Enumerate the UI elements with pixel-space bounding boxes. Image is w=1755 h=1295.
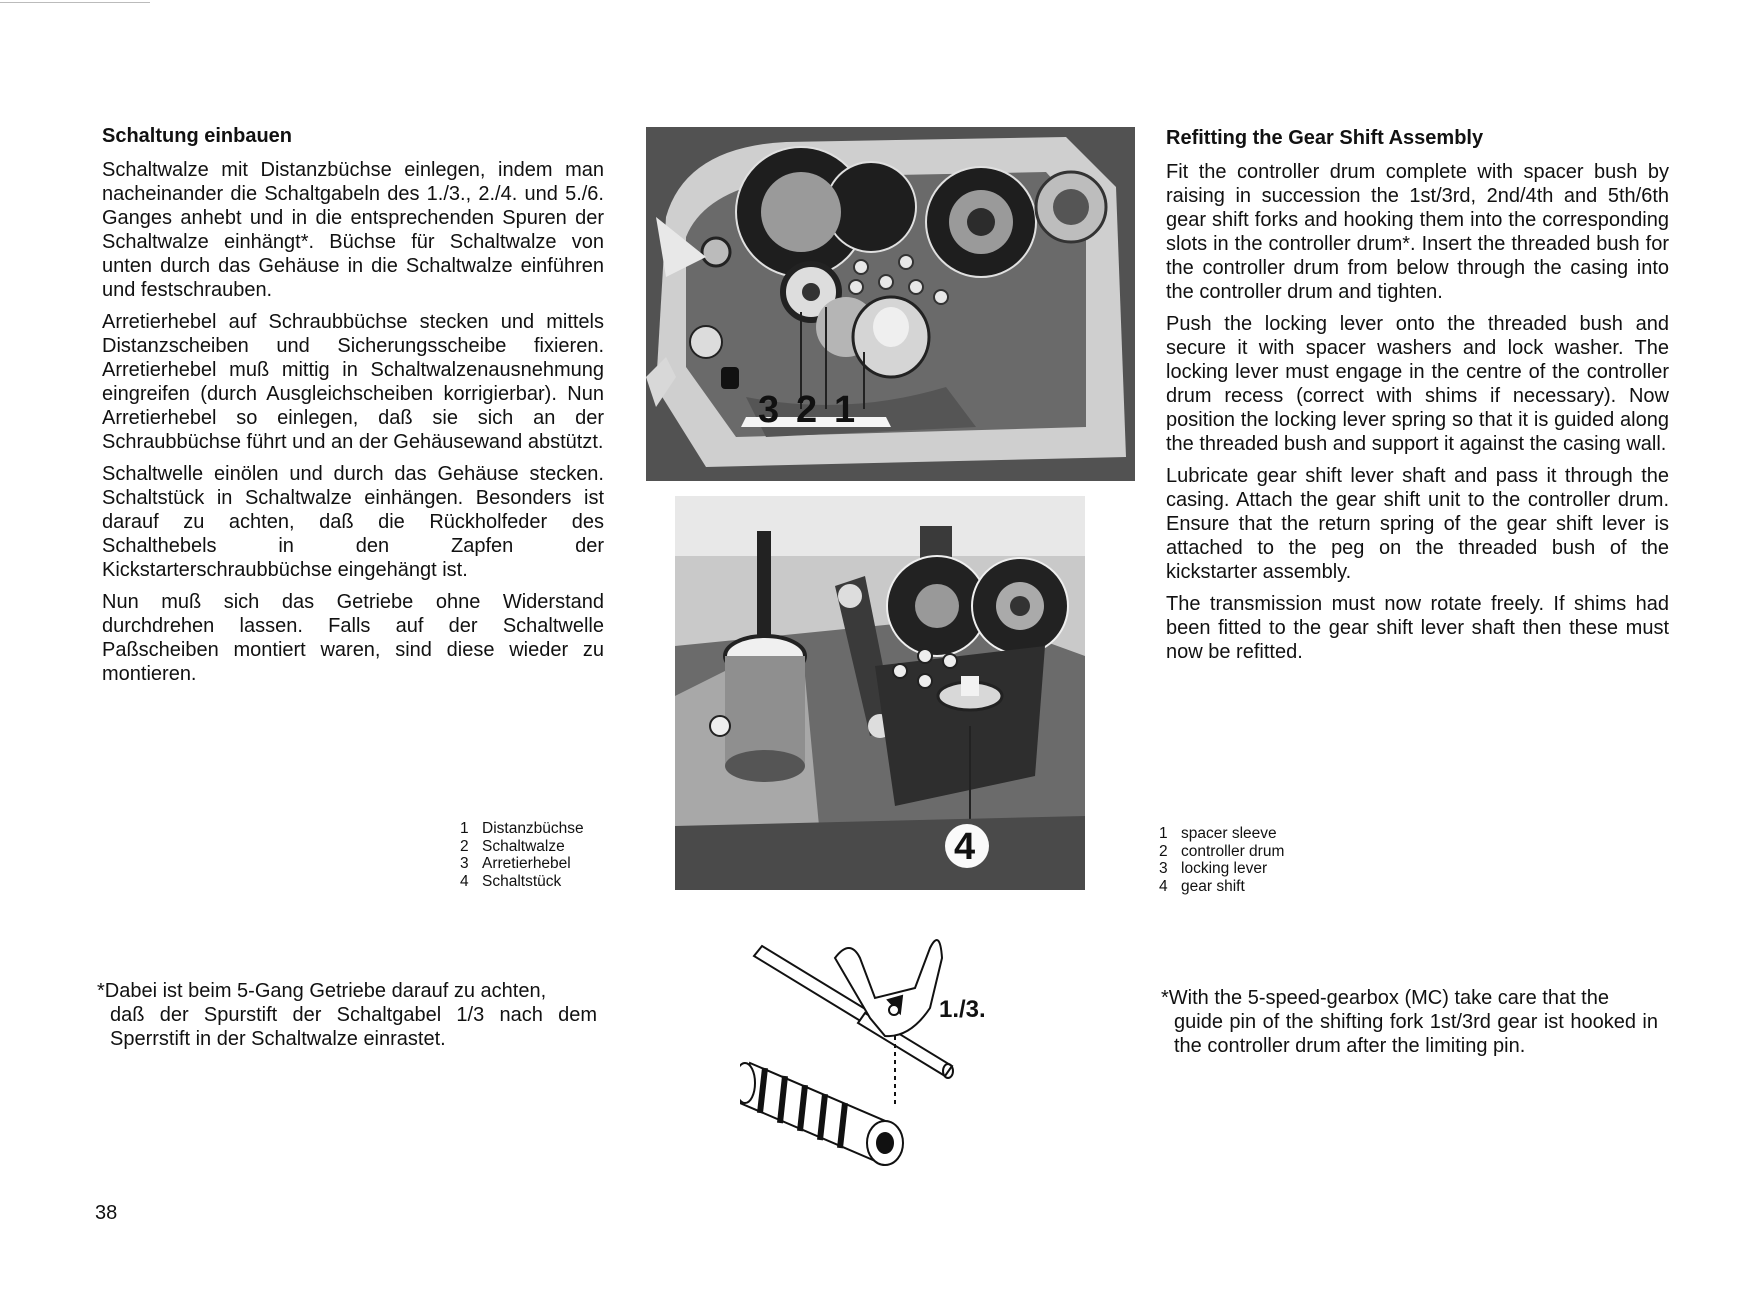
german-paragraph-1: Schaltwalze mit Distanzbüchse einlegen, indem man nacheinander die Schaltgabeln des 1./3., 2./4. und 5./6. Ganges anhebt und in die entsprechenden Spuren der Schaltwalze einhängt*. Büchse für Schaltwalze von unten durch das Gehäuse in die Schaltwalze einführen und festschrauben. <box>102 159 604 301</box>
german-legend-item: 1 Distanzbüchse <box>460 820 584 837</box>
shift-fork-diagram <box>740 918 1010 1188</box>
page-number: 38 <box>95 1202 118 1224</box>
fork-1-3-label: 1./3. <box>939 996 986 1023</box>
english-footnote: *With the 5-speed-gearbox (MC) take care that the guide pin of the shifting fork 1st/3rd gear ist hooked in the controller drum after the limiting pin. <box>1161 987 1658 1057</box>
english-paragraph-1: Fit the controller drum complete with spacer bush by raising in succession the 1st/3rd, 2nd/4th and 5th/6th gear shift forks and hooking them into the corresponding slots in the controller drum*. Insert the threaded bush for the controller drum from below through the casing into the controller drum and tighten. <box>1166 161 1669 303</box>
german-paragraph-3: Schaltwelle einölen und durch das Gehäuse stecken. Schaltstück in Schaltwalze einhängen. Besonders ist darauf zu achten, daß die Rückholfeder des Schalthebels in den Zapfen der Kickstarterschraubbüchse eingehängt ist. <box>102 463 604 581</box>
german-legend-item: 4 Schaltstück <box>460 872 562 890</box>
callout-3: 3 <box>758 389 780 431</box>
german-paragraph-4: Nun muß sich das Getriebe ohne Widerstand durchdrehen lassen. Falls auf der Schaltwelle Paßscheiben montiert waren, sind diese wieder zu montieren. <box>102 591 604 685</box>
german-heading: Schaltung einbauen <box>102 125 293 147</box>
english-paragraph-4: The transmission must now rotate freely. If shims had been fitted to the gear shift lever shaft then these must now be refitted. <box>1166 593 1669 663</box>
english-paragraph-2: Push the locking lever onto the threaded bush and secure it with spacer washers and lock washer. The locking lever must engage in the centre of the controller drum recess (correct with shims if necessary). Now position the locking lever spring so that it is guided along the threaded bush and support it against the casing wall. <box>1166 313 1669 455</box>
german-legend-item: 2 Schaltwalze <box>460 837 565 855</box>
german-legend-item: 3 Arretierhebel <box>460 855 571 872</box>
english-legend-item: 4 gear shift <box>1159 877 1245 895</box>
english-legend-item: 1 spacer sleeve <box>1159 825 1277 842</box>
gearbox-photo-top <box>646 127 1135 481</box>
callout-4: 4 <box>954 826 976 868</box>
callout-2: 2 <box>796 389 818 431</box>
german-column <box>102 125 604 694</box>
german-footnote: *Dabei ist beim 5-Gang Getriebe darauf zu achten, daß der Spurstift der Schaltgabel 1/3 nach dem Sperrstift in der Schaltwalze einrastet. <box>97 980 597 1050</box>
english-legend-item: 3 locking lever <box>1159 860 1268 877</box>
gearbox-photo-bottom <box>675 496 1085 890</box>
english-paragraph-3: Lubricate gear shift lever shaft and pass it through the casing. Attach the gear shift unit to the controller drum. Ensure that the return spring of the gear shift lever is attached to the peg on the threaded bush of the kickstarter assembly. <box>1166 465 1669 583</box>
english-legend-item: 2 controller drum <box>1159 842 1285 860</box>
english-column <box>1166 127 1669 672</box>
english-legend <box>1159 825 1284 895</box>
callout-1: 1 <box>834 389 856 431</box>
german-legend <box>460 820 584 890</box>
top-rule <box>0 2 150 3</box>
english-heading: Refitting the Gear Shift Assembly <box>1166 127 1484 149</box>
german-paragraph-2: Arretierhebel auf Schraubbüchse stecken und mittels Distanzscheiben und Sicherungsscheibe fixieren. Arretierhebel muß mittig in Schaltwalzenausnehmung eingreifen (durch Ausgleichscheiben korrigierbar). Nun Arretierhebel so einlegen, daß sie sich an der Schraubbüchse führt und an der Gehäusewand abstützt. <box>102 311 604 453</box>
